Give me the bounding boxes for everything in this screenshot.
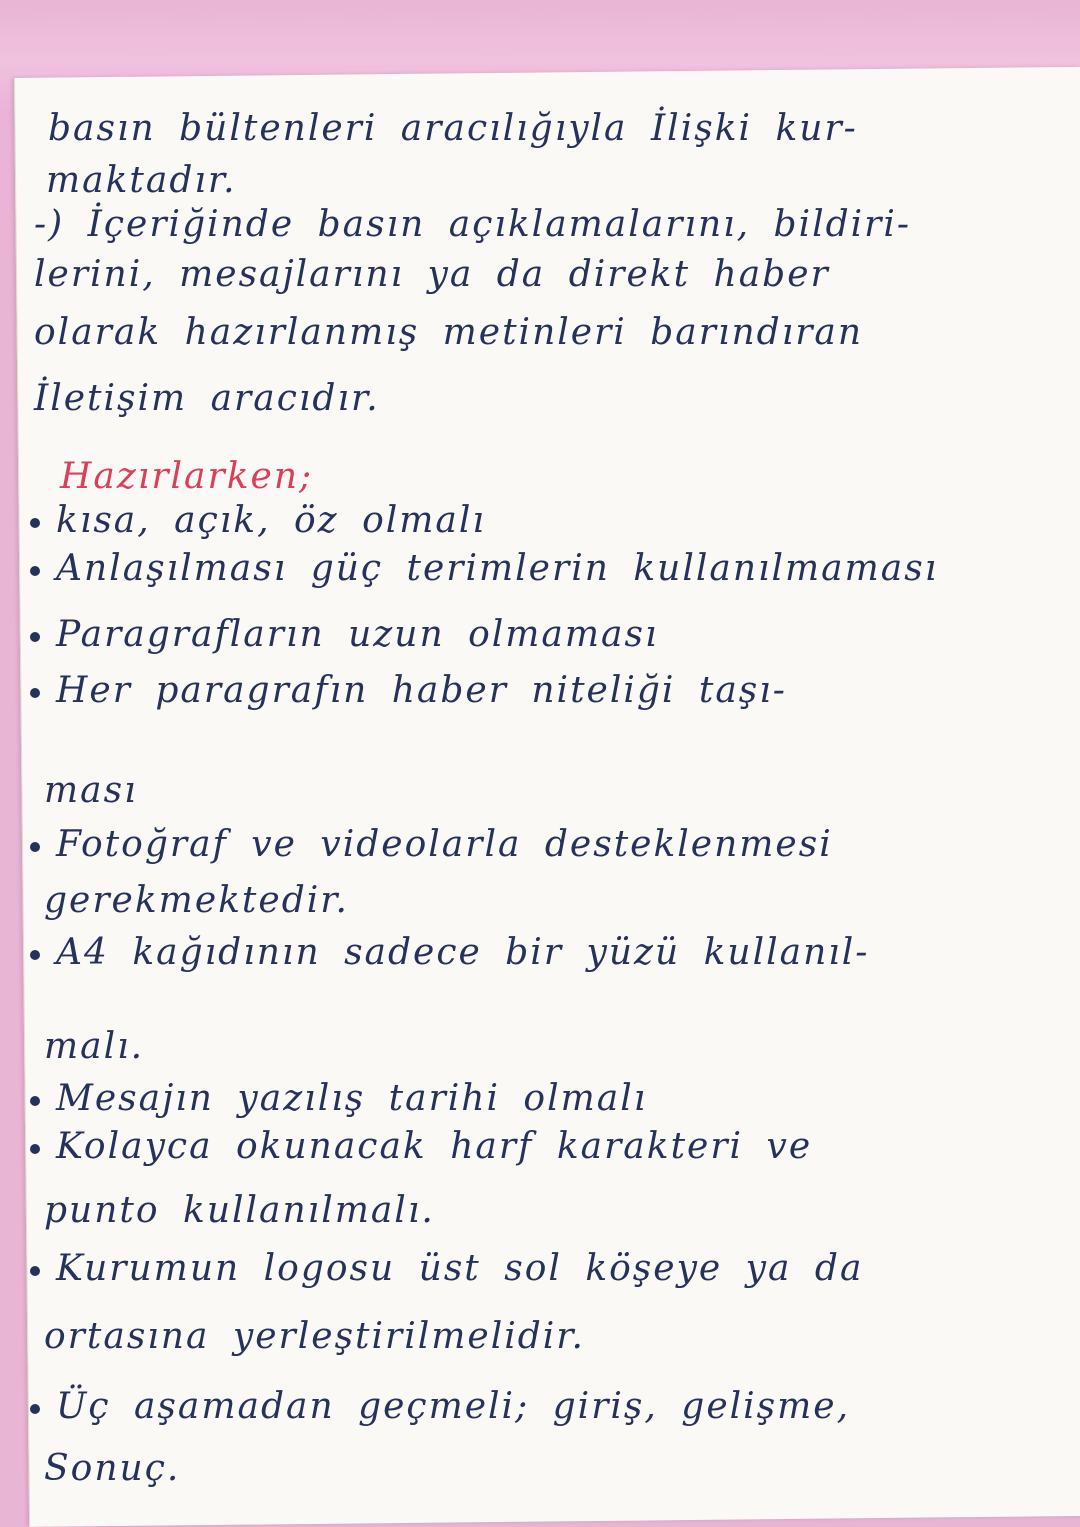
bullet-icon (30, 950, 40, 960)
list-item: kısa, açık, öz olmalı (30, 500, 486, 541)
text-line: maktadır. (46, 160, 237, 201)
list-item: Kolayca okunacak harf karakteri ve (30, 1126, 812, 1167)
list-item: Anlaşılması güç terimlerin kullanılmaması (30, 548, 938, 589)
text-line: Sonuç. (44, 1448, 181, 1489)
text-line: ortasına yerleştirilmelidir. (44, 1316, 585, 1357)
text-line: basın bültenleri aracılığıyla İlişki kur- (48, 108, 858, 149)
text-line: gerekmektedir. (44, 880, 349, 921)
bullet-icon (30, 632, 40, 642)
text-line: lerini, mesajlarını ya da direkt haber (34, 254, 830, 295)
bullet-icon (30, 1404, 40, 1414)
bullet-icon (30, 842, 40, 852)
bullet-icon (30, 1144, 40, 1154)
text-line: olarak hazırlanmış metinleri barındıran (34, 312, 864, 353)
text-line: malı. (44, 1026, 145, 1067)
text-line: İletişim aracıdır. (34, 378, 380, 419)
list-item: Mesajın yazılış tarihi olmalı (30, 1078, 647, 1119)
list-item: Her paragrafın haber niteliği taşı- (30, 670, 787, 711)
bullet-icon (30, 688, 40, 698)
bullet-icon (30, 1266, 40, 1276)
bullet-icon (30, 1096, 40, 1106)
text-line: punto kullanılmalı. (44, 1190, 435, 1231)
section-heading: Hazırlarken; (60, 456, 314, 497)
list-item: Kurumun logosu üst sol köşeye ya da (30, 1248, 863, 1289)
bullet-icon (30, 566, 40, 576)
list-item: Fotoğraf ve videolarla desteklenmesi (30, 824, 833, 865)
text-line: -) İçeriğinde basın açıklamalarını, bildiri- (34, 204, 912, 245)
list-item: Paragrafların uzun olmaması (30, 614, 658, 655)
list-item: Üç aşamadan geçmeli; giriş, gelişme, (30, 1386, 850, 1427)
text-line: ması (44, 770, 138, 811)
list-item: A4 kağıdının sadece bir yüzü kullanıl- (30, 932, 869, 973)
bullet-icon (30, 518, 40, 528)
